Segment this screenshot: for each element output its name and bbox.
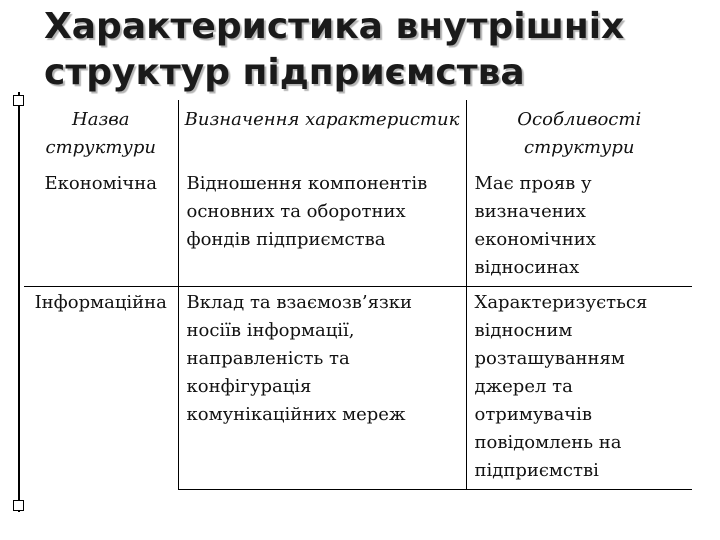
- slide-title-line-2: структур підприємства: [44, 52, 525, 93]
- cell-structure-name: Інформаційна: [24, 287, 178, 490]
- cell-structure-name: Економічна: [24, 168, 178, 287]
- header-features: Особливості структури: [466, 100, 692, 168]
- header-structure-name: Назва структури: [24, 100, 178, 168]
- table-row: [24, 168, 692, 287]
- table-row: [24, 287, 692, 490]
- cell-definition: Вклад та взаємозв’язки носіїв інформації, направленість та конфігурація комунікаційних мереж: [178, 287, 466, 490]
- cell-features: Має прояв у визначених економічних відносинах: [466, 168, 692, 287]
- structures-table: [24, 100, 692, 490]
- square-bullet-icon: [13, 95, 24, 106]
- square-bullet-icon: [13, 500, 24, 511]
- header-definition: Визначення характеристик: [178, 100, 466, 168]
- table-header-row: [24, 100, 692, 168]
- slide-title: [44, 4, 704, 96]
- slide-title-line-1: Характеристика внутрішніх: [44, 6, 625, 47]
- left-vertical-rule: [18, 92, 20, 512]
- cell-definition: Відношення компонентів основних та оборотних фондів підприємства: [178, 168, 466, 287]
- cell-features: Характеризується відносним розташуванням джерел та отримувачів повідомлень на підприємстві: [466, 287, 692, 490]
